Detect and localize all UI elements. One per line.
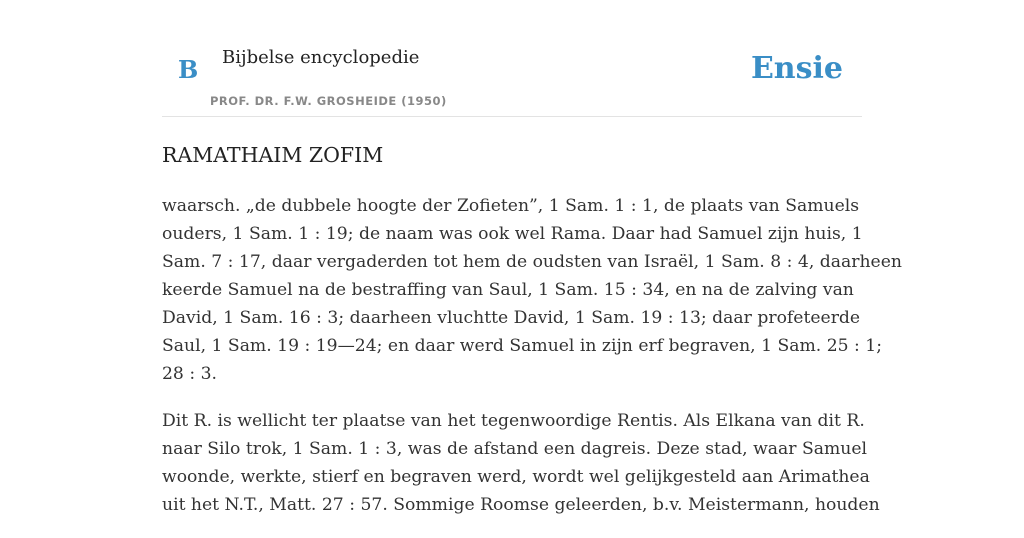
book-logo[interactable]: B [178,55,199,84]
entry-title: RAMATHAIM ZOFIM [162,143,384,167]
entry-paragraph [162,192,902,388]
text-line: 28 : 3. [162,364,217,384]
text-line: Sam. 7 : 17, daar vergaderden tot hem de oudsten van Israël, 1 Sam. 8 : 4, daarheen [162,252,902,272]
book-title[interactable]: Bijbelse encyclopedie [222,47,420,68]
text-line: waarsch. „de dubbele hoogte der Zofieten”, 1 Sam. 1 : 1, de plaats van Samuels [162,196,860,216]
text-line: woonde, werkte, stierf en begraven werd, wordt wel gelijkgesteld aan Arimathea [162,467,870,487]
text-line: David, 1 Sam. 16 : 3; daarheen vluchtte David, 1 Sam. 19 : 13; daar profeteerde [162,308,861,328]
text-line: Saul, 1 Sam. 19 : 19—24; en daar werd Samuel in zijn erf begraven, 1 Sam. 25 : 1; [162,336,883,356]
entry-paragraph [162,407,880,519]
page [162,0,902,515]
text-line: uit het N.T., Matt. 27 : 57. Sommige Roomse geleerden, b.v. Meistermann, houden [162,495,880,515]
site-logo[interactable]: Ensie [750,51,843,86]
text-line: naar Silo trok, 1 Sam. 1 : 3, was de afstand een dagreis. Deze stad, waar Samuel [162,439,868,459]
text-line: keerde Samuel na de bestraffing van Saul, 1 Sam. 15 : 34, en na de zalving van [162,280,854,300]
text-line: ouders, 1 Sam. 1 : 19; de naam was ook wel Rama. Daar had Samuel zijn huis, 1 [162,224,863,244]
book-author: PROF. DR. F.W. GROSHEIDE (1950) [210,94,447,108]
text-line: Dit R. is wellicht ter plaatse van het tegenwoordige Rentis. Als Elkana van dit R. [162,411,865,431]
header [162,0,862,117]
entry-body [162,192,902,538]
